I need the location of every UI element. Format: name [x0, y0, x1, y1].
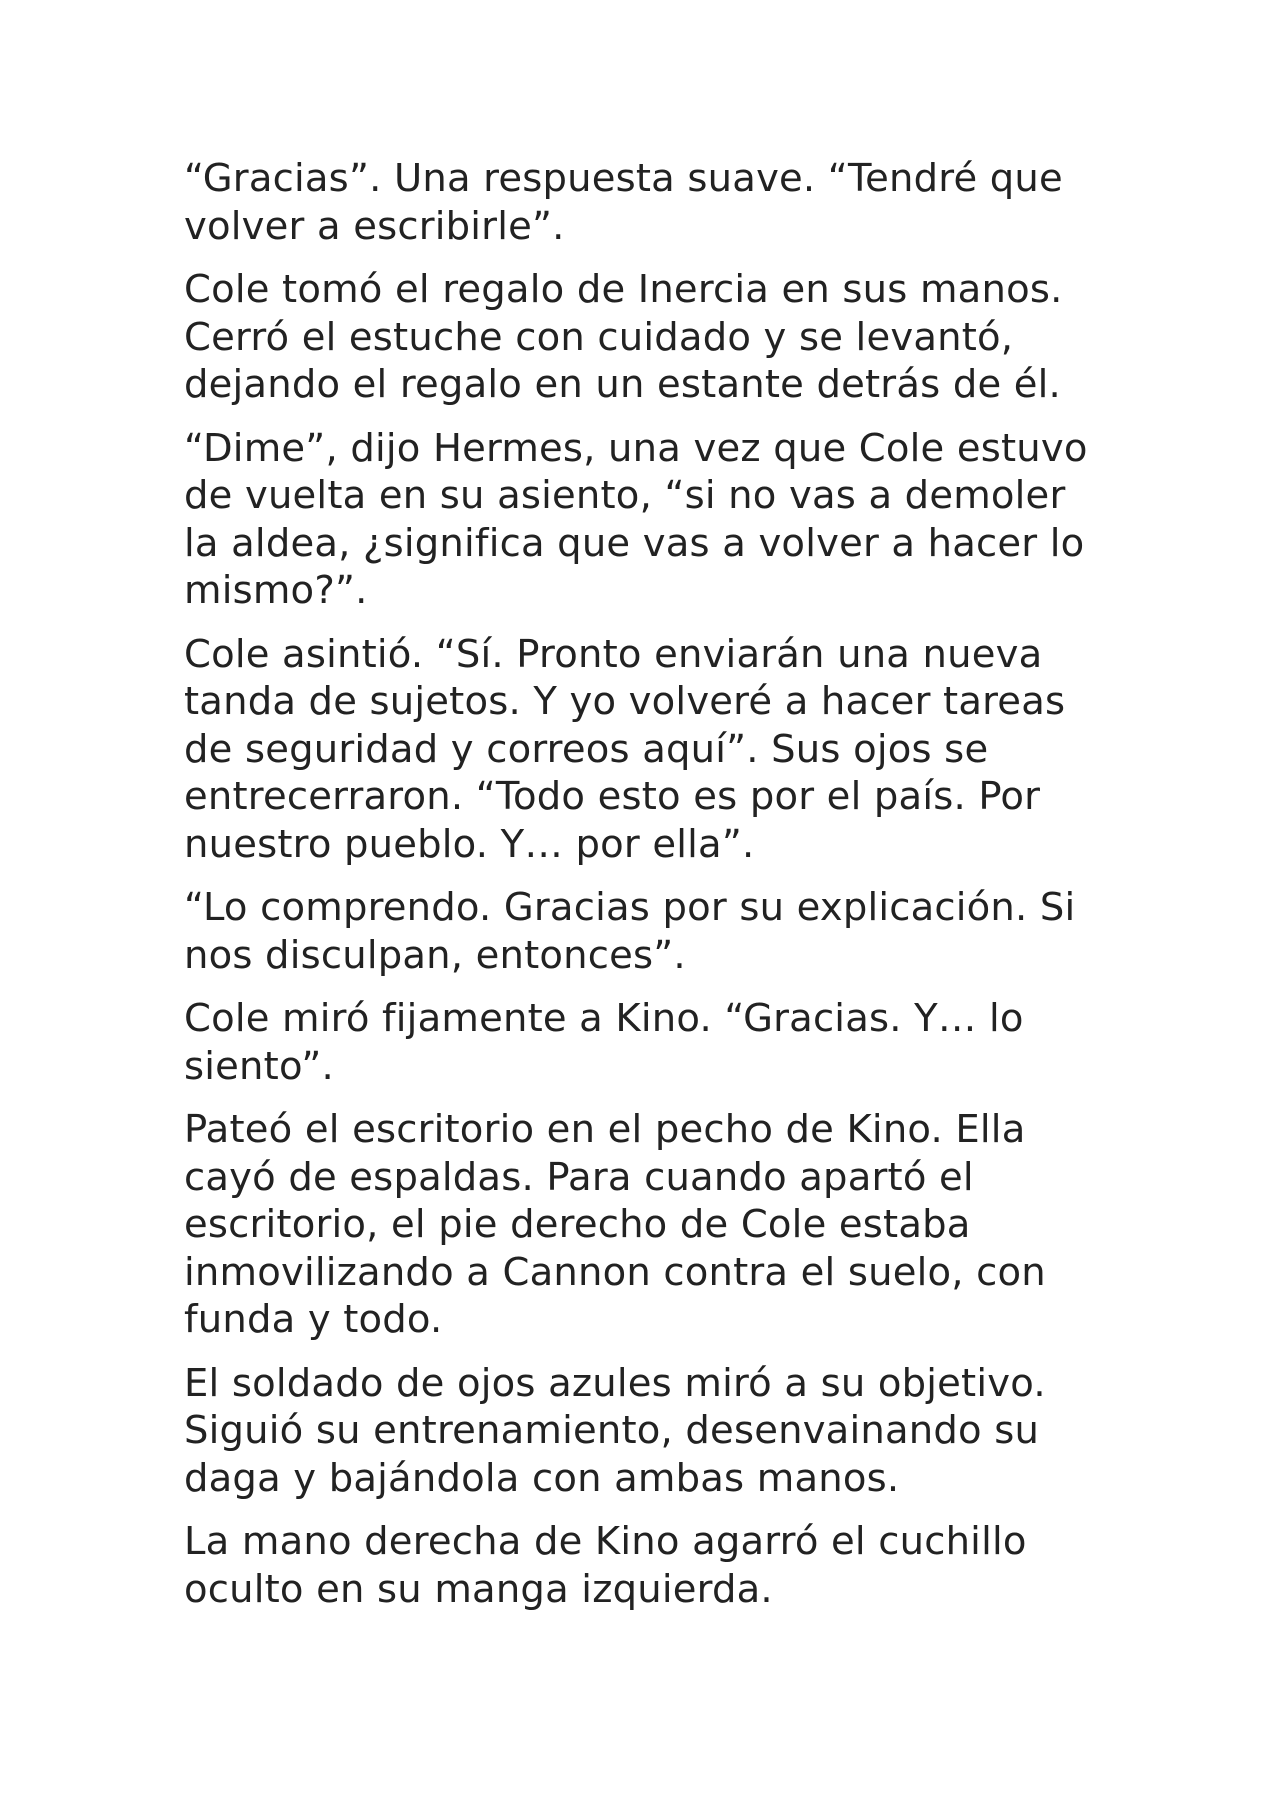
text-line: volver a escribirle”. — [184, 203, 565, 249]
text-line: de vuelta en su asiento, “si no vas a demoler — [184, 473, 1066, 518]
paragraph-5 — [184, 884, 1124, 979]
text-line: El soldado de ojos azules miró a su objetivo. — [184, 1360, 1046, 1406]
text-line: “Lo comprendo. Gracias por su explicación. Si — [184, 885, 1076, 930]
text-line: nuestro pueblo. Y… por ella”. — [184, 821, 755, 867]
text-line: tanda de sujetos. Y yo volveré a hacer tareas — [184, 679, 1066, 724]
text-line: La mano derecha de Kino agarró el cuchillo — [184, 1519, 1027, 1564]
text-line: funda y todo. — [184, 1297, 443, 1342]
text-line: nos disculpan, entonces”. — [184, 932, 686, 978]
text-line: cayó de espaldas. Para cuando apartó el — [184, 1154, 974, 1200]
text-line: “Gracias”. Una respuesta suave. “Tendré que — [184, 156, 1063, 201]
text-line: dejando el regalo en un estante detrás de él. — [184, 362, 1061, 407]
paragraph-2 — [184, 266, 1124, 409]
text-line: mismo?”. — [184, 568, 368, 613]
book-page-text — [184, 155, 1124, 1629]
text-line: de seguridad y correos aquí”. Sus ojos se — [184, 726, 989, 772]
text-line: siento”. — [184, 1043, 334, 1089]
paragraph-1 — [184, 155, 1124, 250]
text-line: Cole tomó el regalo de Inercia en sus manos. — [184, 267, 1063, 312]
text-line: “Dime”, dijo Hermes, una vez que Cole estuvo — [184, 425, 1088, 471]
text-line: daga y bajándola con ambas manos. — [184, 1455, 900, 1501]
text-line: inmovilizando a Cannon contra el suelo, con — [184, 1249, 1046, 1295]
text-line: Cole miró fijamente a Kino. “Gracias. Y… lo — [184, 996, 1024, 1041]
paragraph-6 — [184, 995, 1124, 1090]
paragraph-3 — [184, 425, 1124, 615]
text-line: Siguió su entrenamiento, desenvainando su — [184, 1408, 1040, 1453]
paragraph-8 — [184, 1360, 1124, 1503]
text-line: escritorio, el pie derecho de Cole estaba — [184, 1202, 971, 1247]
text-line: la aldea, ¿significa que vas a volver a hacer lo — [184, 520, 1085, 566]
text-line: Cole asintió. “Sí. Pronto enviarán una nueva — [184, 631, 1043, 677]
paragraph-7 — [184, 1106, 1124, 1344]
text-line: Cerró el estuche con cuidado y se levantó, — [184, 314, 1014, 360]
paragraph-4 — [184, 631, 1124, 869]
text-line: entrecerraron. “Todo esto es por el país. Por — [184, 774, 1041, 819]
paragraph-9 — [184, 1518, 1124, 1613]
text-line: Pateó el escritorio en el pecho de Kino. Ella — [184, 1107, 1026, 1152]
text-line: oculto en su manga izquierda. — [184, 1566, 773, 1612]
